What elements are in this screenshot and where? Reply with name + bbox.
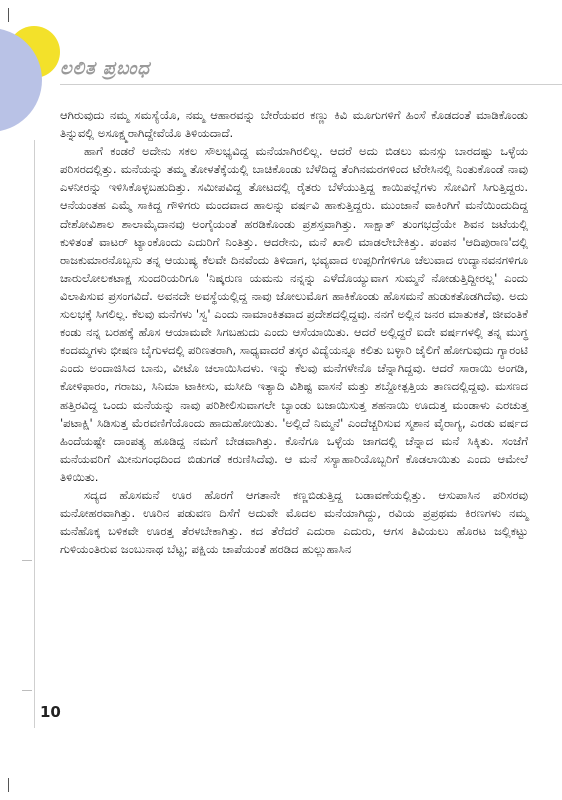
header-divider bbox=[60, 84, 562, 85]
section-title: ಲಲಿತ ಪ್ರಬಂಧ bbox=[60, 58, 151, 79]
article-body bbox=[60, 106, 528, 558]
crop-mark bbox=[8, 778, 9, 792]
page-number: 10 bbox=[40, 703, 61, 721]
crop-mark bbox=[8, 8, 9, 22]
margin-tick bbox=[22, 560, 32, 561]
paragraph: ಆಗಿರುವುದು ನಮ್ಮ ಸಮಸ್ಯೆಯೊ, ನಮ್ಮ ಆಹಾರವನ್ನು ಬೇರೆಯವರ ಕಣ್ಣು ಕಿವಿ ಮೂಗುಗಳಿಗೆ ಹಿಂಸೆ ಕೊಡದಂತೆ ಮಾಡಿಕೊಂಡು ತಿನ್ನುವಲ್ಲಿ ಅಸೂಕ್ಷ್ಮರಾಗಿದ್ದೇವೆಯೊ ತಿಳಿಯದಾದೆ. bbox=[60, 108, 528, 141]
paragraph: ಸದ್ಯದ ಹೊಸಮನೆ ಊರ ಹೊರಗೆ ಆಗತಾನೇ ಕಣ್ಣಬಿಡುತ್ತಿದ್ದ ಬಡಾವಣೆಯಲ್ಲಿತ್ತು. ಆಸುಪಾಸಿನ ಪರಿಸರವು ಮನೋಹರವಾಗಿತ್ತು. ಊರಿನ ಪಡುವಣ ದಿಸೆಗೆ ಅದುವೇ ಮೊದಲ ಮನೆಯಾಗಿದ್ದು, ರವಿಯ ಪ್ರಪ್ರಥಮ ಕಿರಣಗಳು ನಮ್ಮ ಮನೆಹೊಕ್ಕ ಬಳಿಕವೇ ಊರತ್ತ ತೆರಳಬೇಕಾಗಿತ್ತು. ಕದ ತೆರೆದರೆ ಎದುರಾ ಎದುರು, ಆಗಸ ತಿವಿಯಲು ಹೊರಟ ಜಲ್ಲಿಕಟ್ಟು ಗುಳಿಯಂತಿರುವ ಜಂಬುನಾಥ ಬೆಟ್ಟ; ಪಕ್ಷಿಯ ಚಾಪೆಯಂತೆ ಹರಡಿದ ಹುಲ್ಲುಹಾಸಿನ bbox=[60, 487, 528, 557]
paragraph: ಹಾಗೆ ಕಂಡರೆ ಅದೇನು ಸಕಲ ಸೌಲಭ್ಯವಿದ್ದ ಮನೆಯಾಗಿರಲಿಲ್ಲ. ಆದರೆ ಅದು ಬಿಡಲು ಮನಸ್ಸು ಬಾರದಷ್ಟು ಒಳ್ಳೆಯ ಪರಿಸರದಲ್ಲಿತ್ತು. ಮನೆಯನ್ನು ತಮ್ಮ ತೋಳತೆಕ್ಕೆಯಲ್ಲಿ ಬಾಚಿಕೊಂಡು ಬೆಳೆದಿದ್ದ ತೆಂಗಿನಮರಗಳಿಂದ ಟೆರೇಸಿನಲ್ಲಿ ನಿಂತುಕೊಂಡೆ ನಾವು ಎಳನೀರನ್ನು ಇಳಿಸಿಕೊಳ್ಳಬಹುದಿತ್ತು. ಸಮೀಪವಿದ್ದ ತೋಟದಲ್ಲಿ ರೈತರು ಬೆಳೆಯುತ್ತಿದ್ದ ಕಾಯಿಪಲ್ಲೆಗಳು ಸೋವಿಗೆ ಸಿಗುತ್ತಿದ್ದರು. ಆನೆಯಂತಹ ಎಮ್ಮೆ ಸಾಕಿದ್ದ ಗೌಳಿಗರು ಮಂದವಾದ ಹಾಲನ್ನು ವರ್ಷವಿ ಹಾಕುತ್ತಿದ್ದರು. ಮುಂಜಾನೆ ವಾಕಿಂಗಿಗೆ ಮನೆಯಿಂದುದಿದ್ದ ದೇಶೋವಿಶಾಲ ಶಾಲಾಮೈದಾನವು ಅಂಗೈಯಂತೆ ಹರಡಿಕೊಂಡು ಪ್ರಶಸ್ತವಾಗಿತ್ತು. ಸಾಕ್ಷಾತ್ ತುಂಗಭದ್ರೆಯೇ ಶಿವನ ಜಟೆಯಲ್ಲಿ ಕುಳಿತಂತೆ ವಾಟರ್ ಟ್ಯಾಂಕೊಂದು ಎದುರಿಗೆ ನಿಂತಿತ್ತು. ಆದರೇನು, ಮನೆ ಖಾಲಿ ಮಾಡಲೇಬೇಕಿತ್ತು. ಪಂಪನ 'ಆದಿಪುರಾಣ'ದಲ್ಲಿ ರಾಜಕುಮಾರನೊಬ್ಬನು ತನ್ನ ಆಯುಷ್ಯ ಕೆಲವೇ ದಿನವೆಂದು ತಿಳಿದಾಗ, ಭವ್ಯವಾದ ಉಪ್ಪರಿಗೆಗಳಿಗೂ ಚೆಲುವಾದ ಉದ್ಯಾನವನಗಳಿಗೂ ಚಾರುಲೋಲಕಟಾಕ್ಷ ಸುಂದರಿಯರಿಗೂ 'ನಿಷ್ಕರುಣ ಯಮನು ನನ್ನನ್ನು ಎಳೆದೊಯ್ಯುವಾಗ ಸುಮ್ಮನೆ ನೋಡುತ್ತಿದ್ದೀರಲ್ಲ' ಎಂದು ವಿಲಾಪಿಸುವ ಪ್ರಸಂಗವಿದೆ. ಅವನದೇ ಅವಸ್ಥೆಯಲ್ಲಿದ್ದ ನಾವು ಜೋಲುಮೊಗ ಹಾಕಿಕೊಂಡು ಹೊಸಮನೆ ಹುಡುಕತೊಡಗಿದೆವು. ಅದು ಸುಲಭಕ್ಕೆ ಸಿಗಲಿಲ್ಲ. ಕೆಲವು ಮನೆಗಳು 'ಸ್ವ' ಎಂದು ನಾಮಾಂಕಿತವಾದ ಪ್ರದೇಶದಲ್ಲಿದ್ದವು. ನನಗೆ ಅಲ್ಲಿನ ಜನರ ಮಾತುಕತೆ, ಜೀವಂತಿಕೆ ಕಂಡು ನನ್ನ ಬರಹಕ್ಕೆ ಹೊಸ ಆಯಾಮವೇ ಸಿಗಬಹುದು ಎಂದು ಆಸೆಯಾಯಿತು. ಆದರೆ ಅಲ್ಲಿದ್ದರೆ ಐದೇ ವರ್ಷಗಳಲ್ಲಿ ತನ್ನ ಮುಗ್ಧ ಕಂದಮ್ಮಗಳು ಭೀಷಣ ಬೈಗುಳದಲ್ಲಿ ಪರಿಣತರಾಗಿ, ಸಾಧ್ಯವಾದರೆ ತಸ್ಕರ ವಿದ್ಯೆಯನ್ನೂ ಕಲಿತು ಬಳ್ಳಾರಿ ಜೈಲಿಗೆ ಹೋಗುವುದು ಗ್ಯಾರಂಟಿ ಎಂದು ಅಂದಾಜಿಸಿದ ಬಾನು, ವೀಟೊ ಚಲಾಯಿಸಿದಳು. ಇನ್ನು ಕೆಲವು ಮನೆಗಳೇನೊ ಚೆನ್ನಾಗಿದ್ದವು. ಆದರೆ ಸಾರಾಯಿ ಅಂಗಡಿ, ಕೋಳಿಫಾರಂ, ಗರಾಜು, ಸಿನಿಮಾ ಟಾಕೀಸು, ಮಸೀದಿ ಇತ್ಯಾದಿ ವಿಶಿಷ್ಟ ವಾಸನೆ ಮತ್ತು ಶಬ್ದೋತ್ಪತ್ತಿಯ ತಾಣದಲ್ಲಿದ್ದವು. ಮಸಣದ ಹತ್ತಿರವಿದ್ದ ಒಂದು ಮನೆಯನ್ನು ನಾವು ಪರಿಶೀಲಿಸುವಾಗಲೇ ಬ್ಯಾಂಡು ಬಜಾಯಿಸುತ್ತ ಶಹನಾಯಿ ಊದುತ್ತ ಮಂಡಾಳು ಎರಚುತ್ತ 'ಪಟಾಕ್ಷಿ' ಸಿಡಿಸುತ್ತ ಮೆರವಣಿಗೆಯೊಂದು ಹಾದುಹೋಯಿತು. 'ಅಲ್ಲಿದೆ ನಿಮ್ಮನೆ' ಎಂದೆಚ್ಚರಿಸುವ ಸ್ಮಶಾನ ವೈರಾಗ್ಯ, ಎರಡು ವರ್ಷದ ಹಿಂದೆಯಷ್ಟೇ ದಾಂಪತ್ಯ ಹೂಡಿದ್ದ ನಮಗೆ ಬೇಡವಾಗಿತ್ತು. ಕೊನೆಗೂ ಒಳ್ಳೆಯ ಜಾಗದಲ್ಲಿ ಚೆನ್ನಾದ ಮನೆ ಸಿಕ್ಕಿತು. ಸಂಜೆಗೆ ಮನೆಯವರಿಗೆ ಮೀನುಗಂಧದಿಂದ ಬಿಡುಗಡೆ ಕರುಣಿಸಿದೆವು. ಆ ಮನೆ ಸಸ್ಯಾಹಾರಿಯೊಬ್ಬರಿಗೆ ಕೊಡಲಾಯಿತು ಎಂದು ಆಮೇಲೆ ತಿಳಿಯಿತು. bbox=[60, 144, 528, 484]
margin-tick bbox=[22, 690, 32, 691]
left-margin-rule bbox=[34, 140, 35, 728]
